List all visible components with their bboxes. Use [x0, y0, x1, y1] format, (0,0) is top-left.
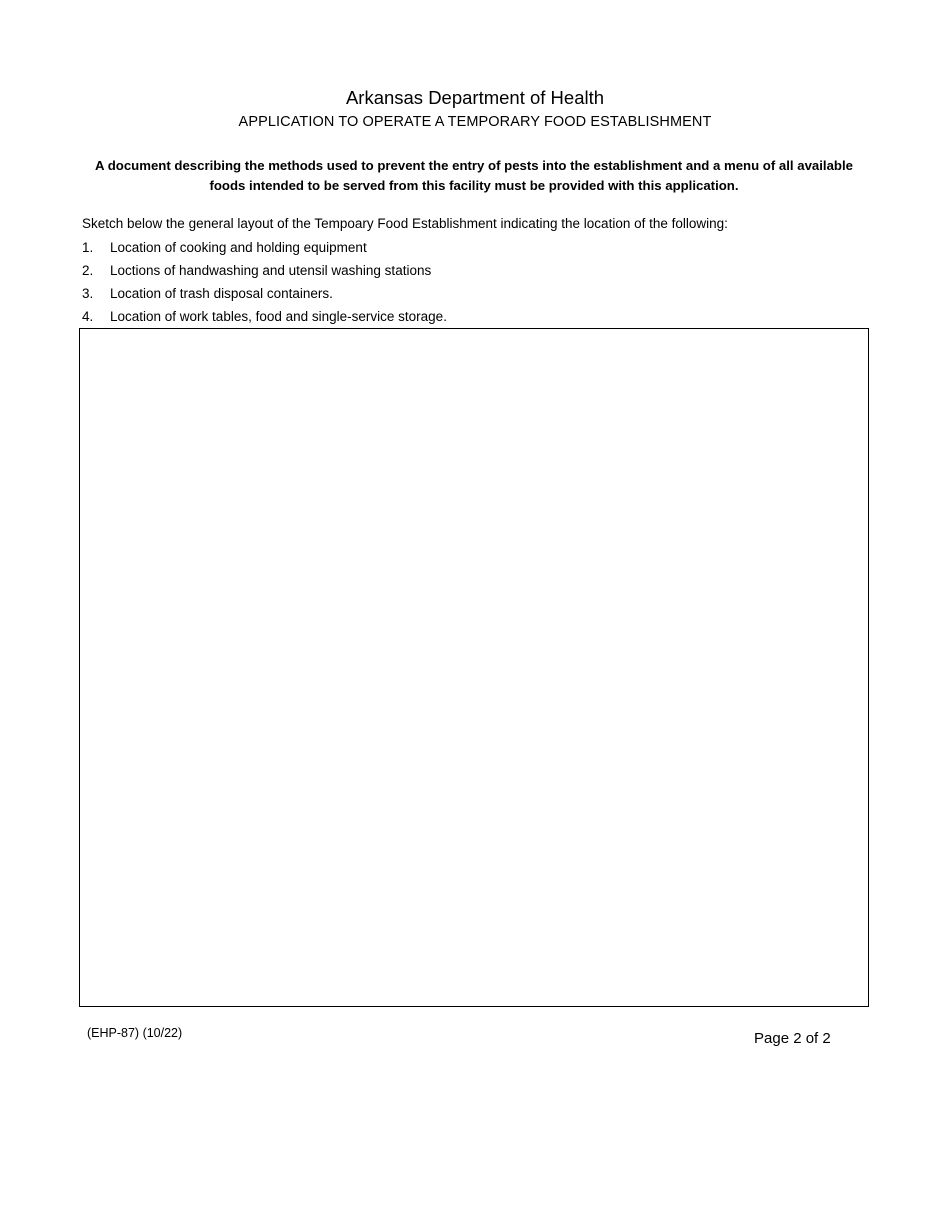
sketch-requirements-list	[82, 239, 447, 331]
list-item-number: 1.	[82, 240, 94, 255]
list-item-text: Location of work tables, food and single-service storage.	[110, 309, 447, 324]
page-number: Page 2 of 2	[754, 1030, 831, 1047]
list-item-text: Loctions of handwashing and utensil washing stations	[110, 263, 432, 278]
form-title: APPLICATION TO OPERATE A TEMPORARY FOOD ESTABLISHMENT	[238, 114, 712, 130]
list-item-text: Location of trash disposal containers.	[110, 286, 333, 301]
form-code: (EHP-87) (10/22)	[87, 1026, 183, 1040]
list-item	[82, 285, 447, 308]
list-item-text: Location of cooking and holding equipment	[110, 240, 367, 255]
list-item-number: 4.	[82, 309, 94, 324]
sketch-instructions: Sketch below the general layout of the Tempoary Food Establishment indicating the location of the following:	[82, 216, 728, 231]
layout-sketch-box[interactable]	[79, 328, 869, 1007]
list-item	[82, 239, 447, 262]
list-item-number: 3.	[82, 286, 94, 301]
list-item-number: 2.	[82, 263, 94, 278]
required-documents-notice: A document describing the methods used to prevent the entry of pests into the establishment and a menu of all available foods intended to be served from this facility must be provided with this application.	[95, 158, 853, 193]
list-item	[82, 262, 447, 285]
agency-name: Arkansas Department of Health	[345, 87, 605, 108]
